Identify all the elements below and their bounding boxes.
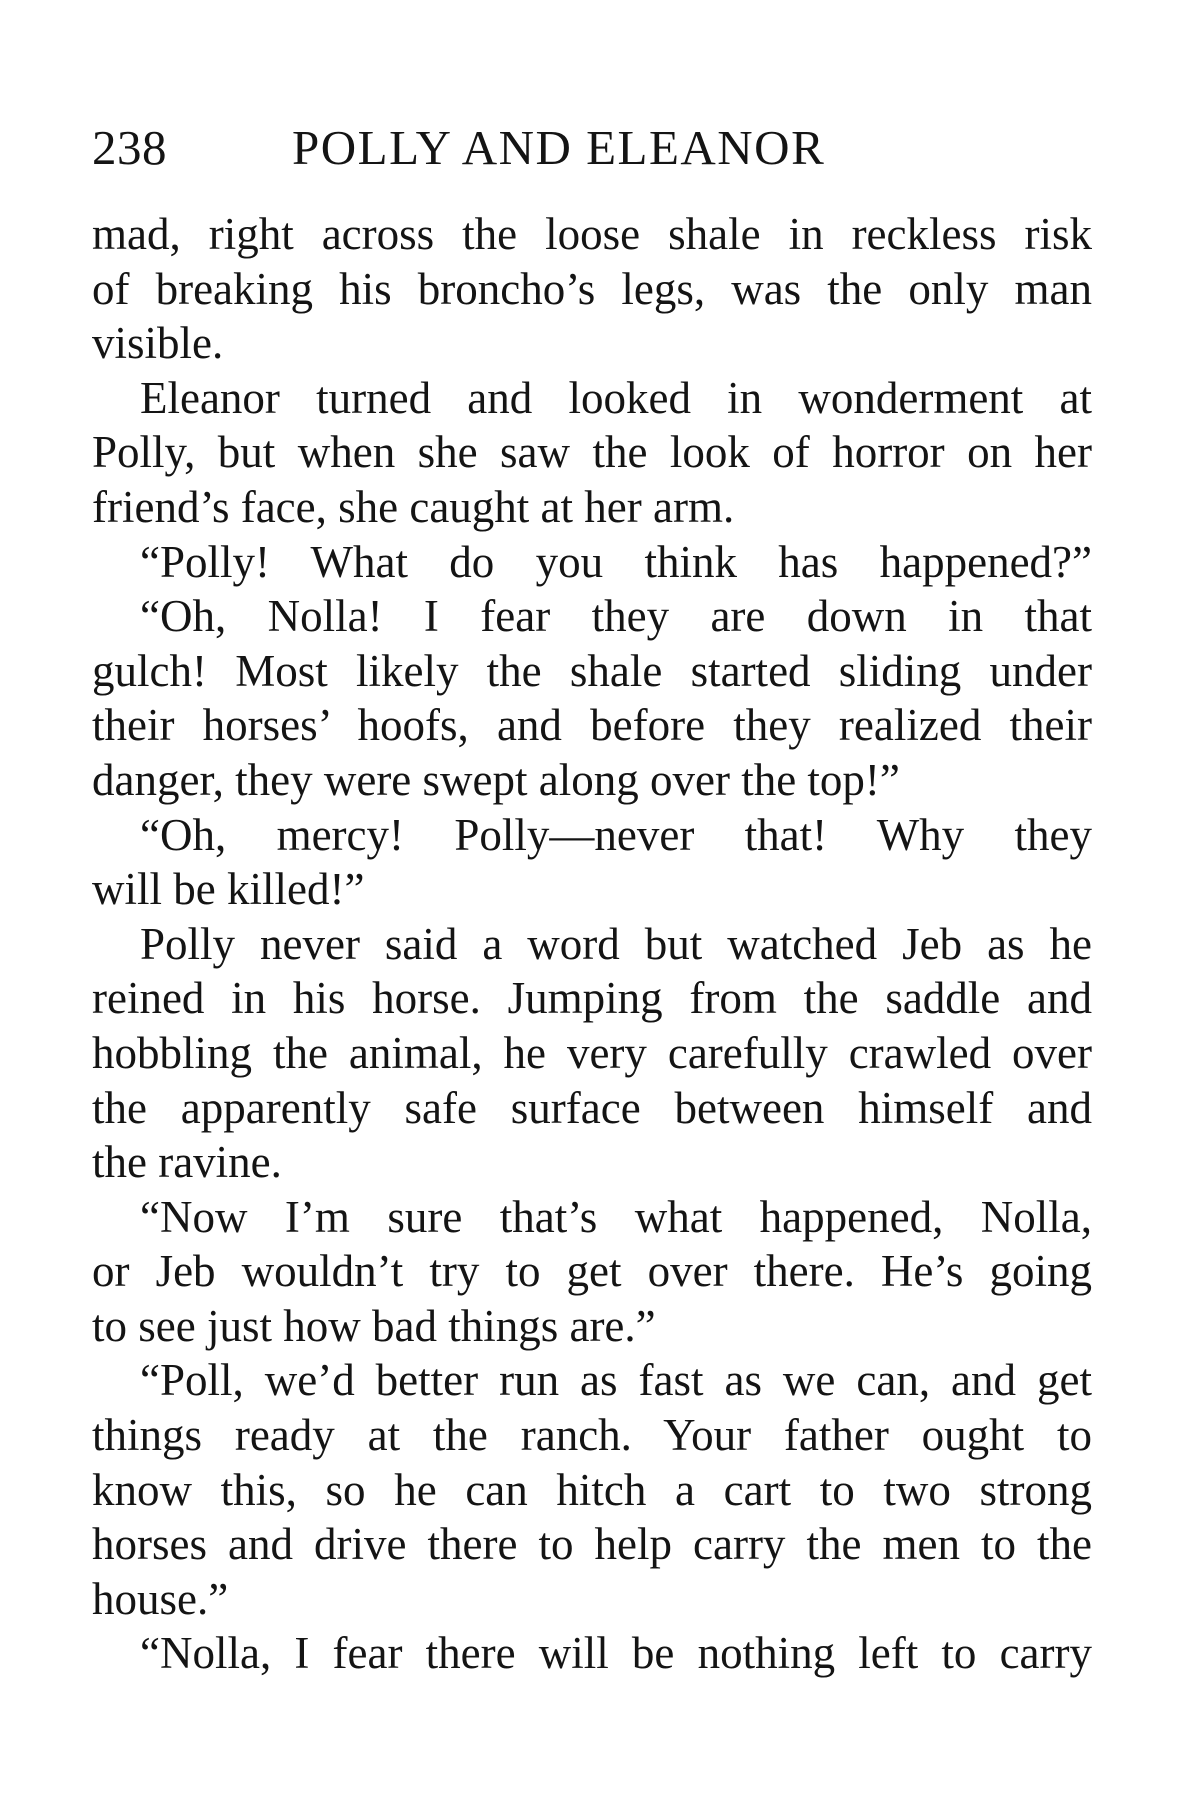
text-line: “Oh, mercy! Polly—never that! Why they	[140, 809, 1092, 860]
text-line: hobbling the animal, he very carefully crawled over	[92, 1027, 1092, 1078]
text-line: “Nolla, I fear there will be nothing left to carry	[140, 1628, 1092, 1679]
text-line: the apparently safe surface between himself and	[92, 1082, 1092, 1133]
text-line: “Polly! What do you think has happened?”	[140, 536, 1092, 587]
text-line: “Oh, Nolla! I fear they are down in that	[140, 591, 1092, 642]
text-line: mad, right across the loose shale in reckless risk	[92, 209, 1092, 259]
text-line: things ready at the ranch. Your father ought to	[92, 1410, 1092, 1461]
text-line: house.”	[92, 1573, 229, 1624]
text-line: Polly never said a word but watched Jeb as he	[140, 918, 1092, 969]
text-line: the ravine.	[92, 1137, 282, 1188]
text-line: danger, they were swept along over the top!”	[92, 754, 900, 805]
page-number: 238	[92, 120, 167, 175]
text-line: will be killed!”	[92, 864, 365, 915]
text-line: their horses’ hoofs, and before they realized their	[92, 700, 1092, 751]
page-title: POLLY AND ELEANOR	[292, 120, 826, 175]
text-line: “Poll, we’d better run as fast as we can, and get	[140, 1355, 1092, 1406]
text-line: of breaking his broncho’s legs, was the only man	[92, 263, 1092, 314]
text-line: “Now I’m sure that’s what happened, Nolla,	[140, 1191, 1092, 1242]
body-text	[92, 207, 1092, 1681]
text-line: Polly, but when she saw the look of horror on her	[92, 427, 1092, 478]
text-line: friend’s face, she caught at her arm.	[92, 481, 735, 532]
text-line: reined in his horse. Jumping from the saddle and	[92, 973, 1092, 1024]
text-line: Eleanor turned and looked in wonderment at	[140, 372, 1092, 423]
running-head	[92, 118, 1092, 178]
text-line: or Jeb wouldn’t try to get over there. He’s going	[92, 1246, 1092, 1297]
text-line: visible.	[92, 318, 224, 369]
text-line: know this, so he can hitch a cart to two strong	[92, 1464, 1092, 1515]
text-line: horses and drive there to help carry the men to the	[92, 1519, 1092, 1570]
text-line: to see just how bad things are.”	[92, 1300, 656, 1351]
text-line: gulch! Most likely the shale started sliding under	[92, 645, 1092, 696]
